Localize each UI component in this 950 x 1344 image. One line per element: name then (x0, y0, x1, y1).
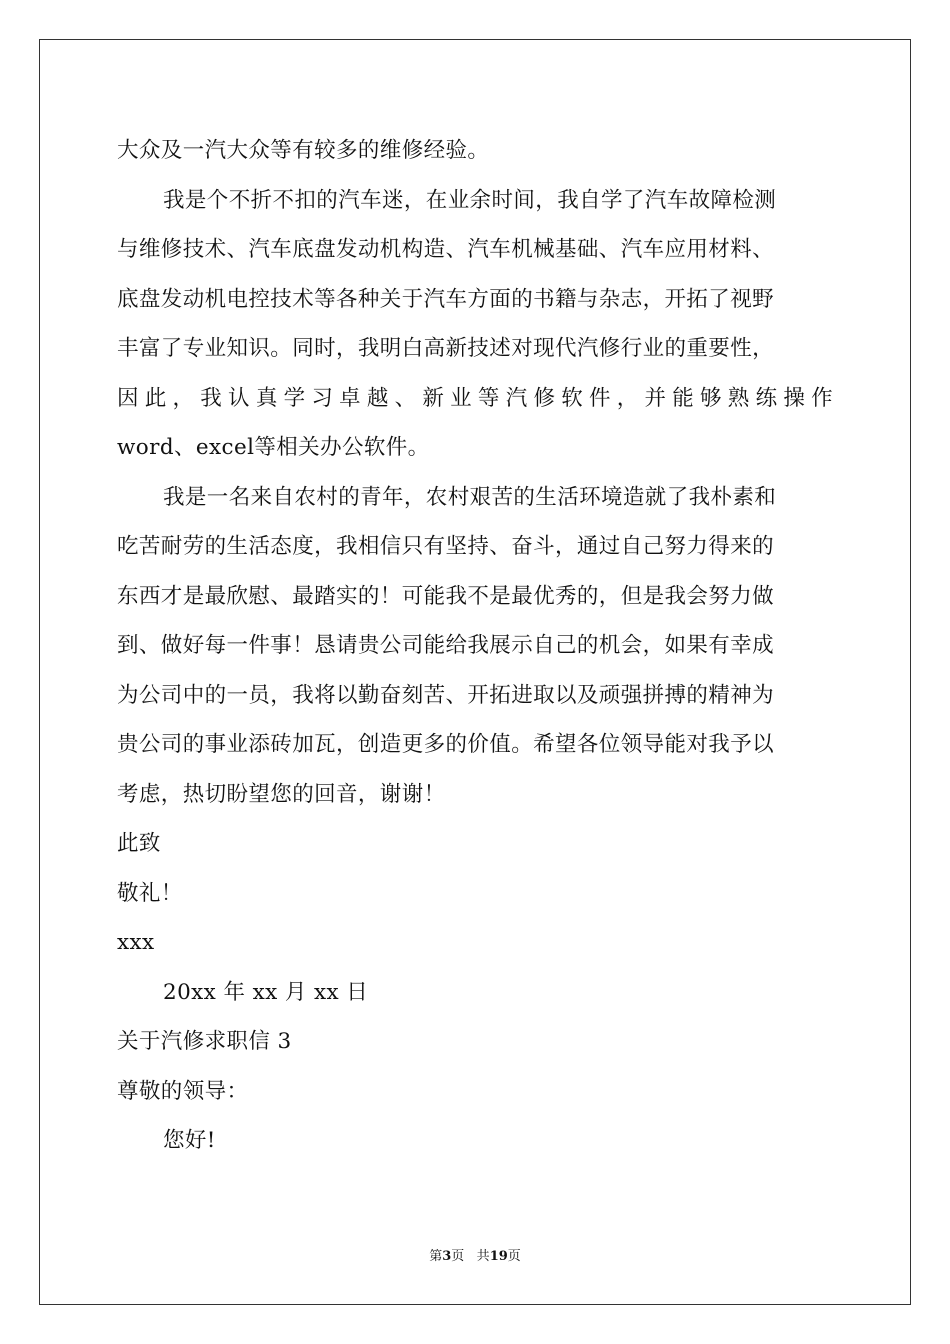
total-pages: 19 (489, 1249, 508, 1264)
closing-regards: 敬礼！ (117, 880, 183, 906)
text-line: 大众及一汽大众等有较多的维修经验。 (117, 138, 490, 163)
text-line: 因此，我认真学习卓越、新业等汽修软件，并能够熟练操作 (117, 385, 833, 411)
text-line: 丰富了专业知识。同时，我明白高新技述对现代汽修行业的重要性， (117, 336, 775, 361)
page-number: 3 (442, 1249, 452, 1264)
text-line: 到、做好每一件事！恳请贵公司能给我展示自己的机会，如果有幸成 (117, 633, 775, 658)
text-line: 考虑，热切盼望您的回音，谢谢！ (117, 781, 446, 807)
page-footer (0, 1247, 950, 1267)
text-line: 吃苦耐劳的生活态度，我相信只有坚持、奋斗，通过自己努力得来的 (117, 534, 775, 559)
page-label-prefix: 第 (429, 1249, 443, 1264)
paragraph-start-line: 我是一名来自农村的青年，农村艰苦的生活环境造就了我朴素和 (163, 484, 777, 510)
letter-salutation: 尊敬的领导： (117, 1078, 249, 1104)
signature-name: xxx (117, 930, 155, 955)
text-line: word、excel等相关办公软件。 (117, 435, 430, 460)
document-body (117, 126, 833, 1166)
letter-greeting: 您好! (163, 1128, 216, 1153)
text-line: 为公司中的一员，我将以勤奋刻苦、开拓进取以及顽强拼搏的精神为 (117, 682, 775, 708)
total-label-suffix: 页 (507, 1249, 521, 1264)
page-label-suffix: 页 (451, 1249, 465, 1264)
text-line: 贵公司的事业添砖加瓦，创造更多的价值。希望各位领导能对我予以 (117, 732, 775, 757)
signature-date: 20xx 年 xx 月 xx 日 (163, 979, 369, 1005)
closing-salutation: 此致 (117, 831, 161, 856)
paragraph-start-line: 我是个不折不扣的汽车迷，在业余时间，我自学了汽车故障检测 (163, 187, 777, 213)
total-label-prefix: 共 (476, 1249, 490, 1264)
text-line: 与维修技术、汽车底盘发动机构造、汽车机械基础、汽车应用材料、 (117, 237, 775, 262)
section-heading: 关于汽修求职信 3 (117, 1029, 292, 1054)
text-line: 底盘发动机电控技术等各种关于汽车方面的书籍与杂志，开拓了视野 (117, 286, 775, 312)
text-line: 东西才是最欣慰、最踏实的！可能我不是最优秀的，但是我会努力做 (117, 583, 775, 609)
